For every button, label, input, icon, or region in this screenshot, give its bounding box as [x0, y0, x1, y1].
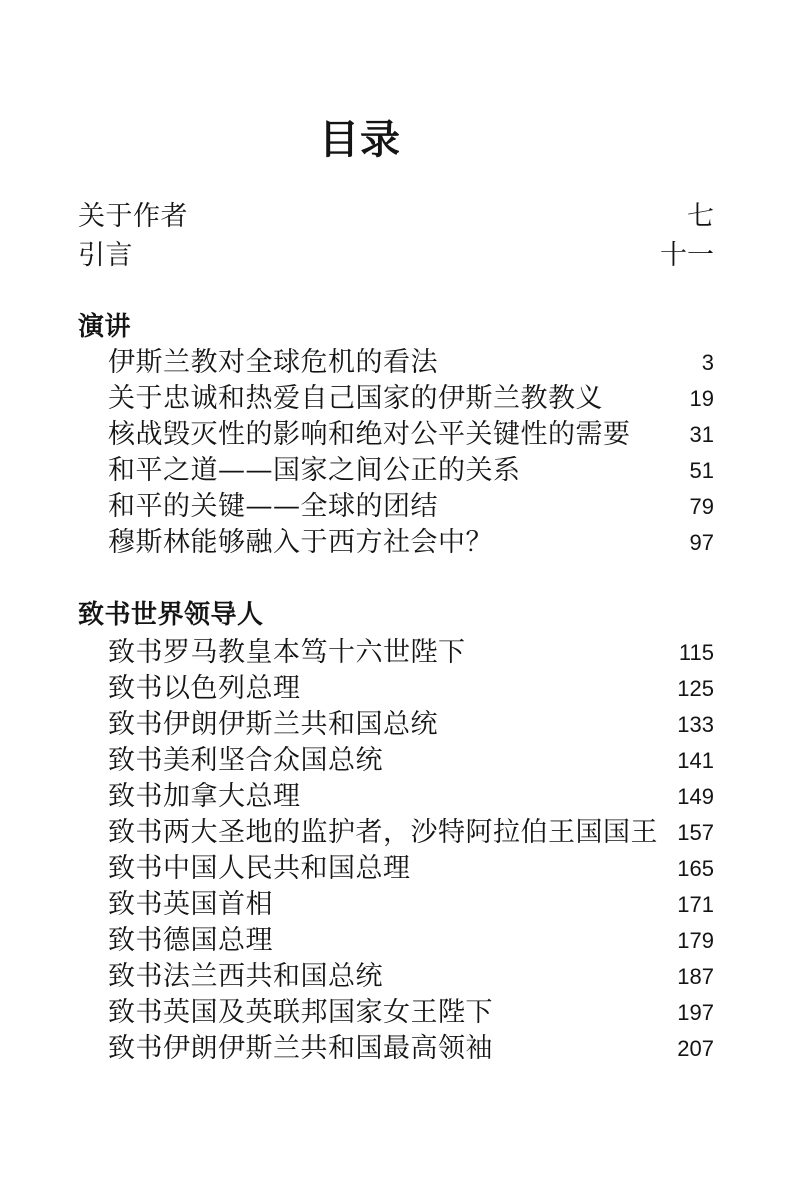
entry-label: 穆斯林能够融入于西方社会中？ [108, 527, 493, 558]
entry-label: 致书英国及英联邦国家女王陛下 [108, 997, 493, 1028]
toc-entry [78, 1031, 714, 1067]
entry-label: 致书伊朗伊斯兰共和国总统 [108, 709, 438, 740]
entry-page-number: 79 [689, 494, 714, 519]
entry-label: 核战毁灭性的影响和绝对公平关键性的需要 [108, 419, 631, 450]
entry-label: 和平之道——国家之间公正的关系 [108, 455, 521, 486]
entry-page-number: 207 [677, 1036, 714, 1061]
entry-label: 致书法兰西共和国总统 [108, 961, 383, 992]
entry-page-number: 3 [701, 350, 714, 375]
entry-page-number: 51 [689, 458, 714, 483]
entry-label: 致书美利坚合众国总统 [108, 745, 383, 776]
toc-entry [78, 959, 714, 995]
toc-entry [78, 417, 714, 453]
entry-page-number: 七 [687, 201, 714, 232]
toc-entry [78, 779, 714, 815]
toc-entry [78, 525, 714, 561]
section-entries [78, 635, 714, 1067]
toc-section-letters [78, 597, 714, 1067]
entry-label: 致书伊朗伊斯兰共和国最高领袖 [108, 1033, 493, 1064]
toc-entry [78, 635, 714, 671]
entry-label: 和平的关键——全球的团结 [108, 491, 438, 522]
section-entries [78, 345, 714, 561]
toc-entry [78, 236, 714, 275]
entry-page-number: 165 [677, 856, 714, 881]
entry-page-number: 125 [677, 676, 714, 701]
entry-page-number: 157 [677, 820, 714, 845]
section-heading: 演讲 [78, 312, 132, 342]
entry-page-number: 179 [677, 928, 714, 953]
entry-page-number: 171 [677, 892, 714, 917]
entry-label: 致书英国首相 [108, 889, 273, 920]
toc-entry [78, 671, 714, 707]
toc-entry [78, 851, 714, 887]
entry-page-number: 197 [677, 1000, 714, 1025]
entry-page-number: 187 [677, 964, 714, 989]
toc-section-speeches [78, 309, 714, 561]
entry-label: 致书罗马教皇本笃十六世陛下 [108, 637, 466, 668]
entry-page-number: 19 [689, 386, 714, 411]
entry-label: 致书中国人民共和国总理 [108, 853, 411, 884]
toc-entry [78, 197, 714, 236]
entry-label: 伊斯兰教对全球危机的看法 [108, 347, 438, 378]
front-matter [78, 197, 714, 275]
entry-label: 致书德国总理 [108, 925, 273, 956]
toc-entry [78, 995, 714, 1031]
toc-entry [78, 815, 714, 851]
toc-entry [78, 345, 714, 381]
entry-label: 致书两大圣地的监护者，沙特阿拉伯王国国王 [108, 817, 658, 848]
section-heading: 致书世界领导人 [78, 600, 264, 630]
toc-entry [78, 743, 714, 779]
toc-title: 目录 [319, 117, 401, 163]
entry-label: 关于作者 [78, 201, 188, 232]
entry-page-number: 十一 [660, 240, 714, 271]
entry-page-number: 115 [678, 640, 714, 665]
entry-page-number: 133 [677, 712, 714, 737]
toc-entry [78, 923, 714, 959]
entry-label: 致书以色列总理 [108, 673, 301, 704]
toc-entry [78, 453, 714, 489]
entry-label: 关于忠诚和热爱自己国家的伊斯兰教教义 [108, 383, 603, 414]
toc-entry [78, 489, 714, 525]
table-of-contents [78, 197, 714, 1067]
entry-page-number: 97 [689, 530, 714, 555]
entry-page-number: 141 [677, 748, 714, 773]
toc-entry [78, 381, 714, 417]
toc-entry [78, 887, 714, 923]
entry-label: 引言 [78, 240, 133, 271]
entry-page-number: 31 [689, 422, 714, 447]
entry-label: 致书加拿大总理 [108, 781, 301, 812]
entry-page-number: 149 [677, 784, 714, 809]
toc-entry [78, 707, 714, 743]
